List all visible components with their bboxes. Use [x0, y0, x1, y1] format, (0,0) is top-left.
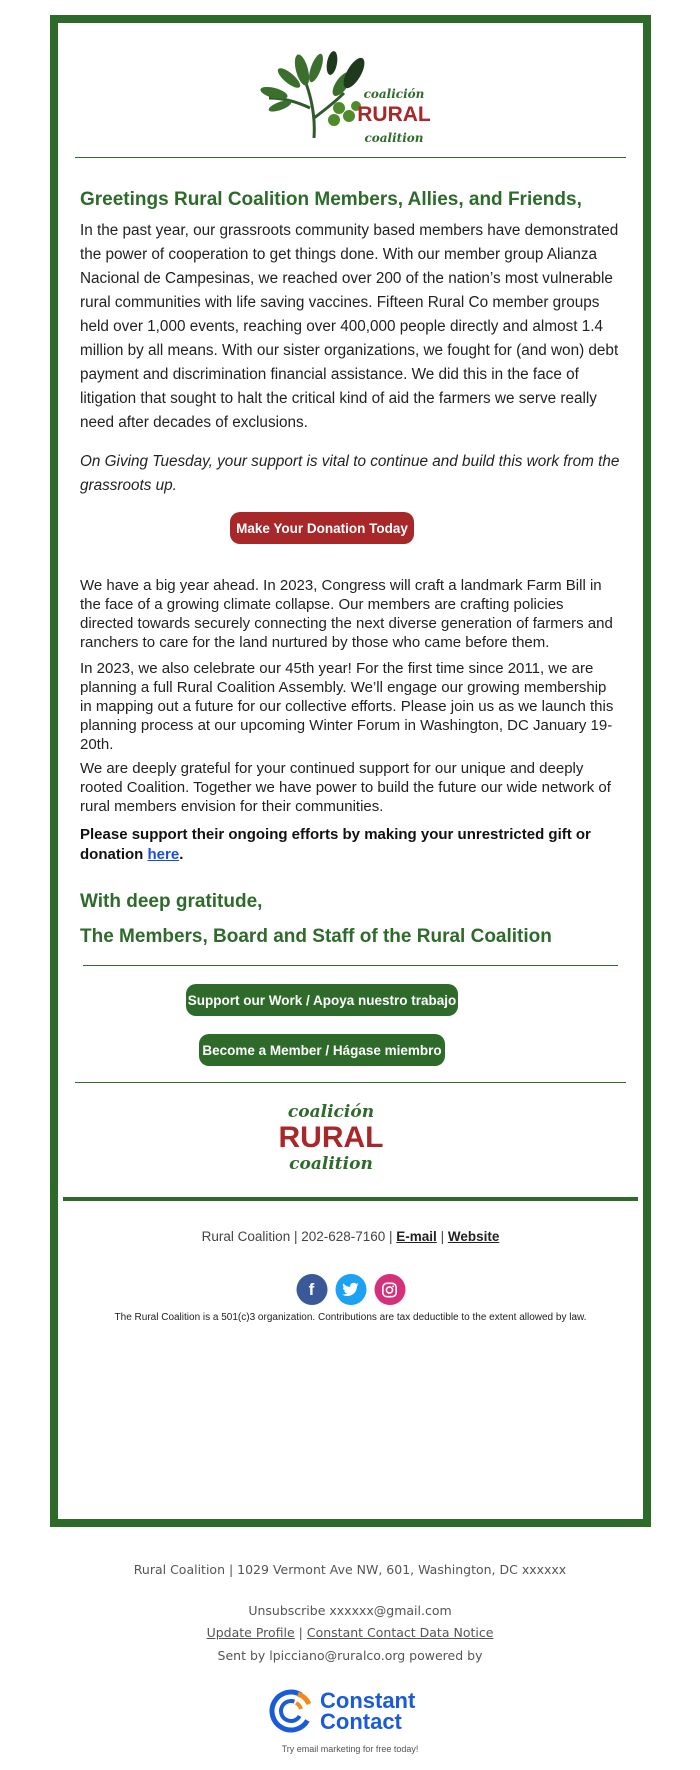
- anniversary-paragraph: In 2023, we also celebrate our 45th year! For the first time since 2011, we are planning a full Rural Coalition Assembly. We’ll engage our growing membership in mapping out a future for our collective efforts. Please join us as we launch this planning process at our upcoming Winter Forum in Washington, DC January 19-20th.: [80, 660, 614, 753]
- farm-bill-paragraph: We have a big year ahead. In 2023, Congress will craft a landmark Farm Bill in the face of a growing climate collapse. Our members are crafting policies directed towards securely connecting the next diverse generation of farmers and ranchers to care for the land nurtured by those who came before them.: [80, 577, 613, 651]
- contact-line: [58, 1229, 643, 1244]
- contact-text: Rural Coalition | 202-628-7160 |: [201, 1229, 397, 1244]
- tax-disclaimer: The Rural Coalition is a 501(c)3 organization. Contributions are tax deductible to the extent allowed by law.: [114, 1312, 587, 1323]
- cc-word-1: Constant: [320, 1688, 416, 1713]
- divider: [75, 157, 626, 158]
- support-work-button[interactable]: Support our Work / Apoya nuestro trabajo: [186, 984, 458, 1016]
- logo-text-coalition: coalition: [289, 1154, 373, 1174]
- logo-text-coalicion: coalición: [287, 1102, 375, 1122]
- divider: [83, 965, 618, 966]
- become-member-button[interactable]: Become a Member / Hágase miembro: [199, 1034, 445, 1066]
- logo-text-coalicion: coalición: [363, 87, 425, 101]
- separator: |: [294, 1625, 307, 1640]
- social-links: [296, 1274, 405, 1305]
- signoff-line-2: The Members, Board and Staff of the Rural Coalition: [80, 926, 552, 947]
- logo-text-rural: RURAL: [357, 103, 431, 126]
- intro-paragraph: In the past year, our grassroots community based members have demonstrated the power of cooperation to get things done. With our member group Alianza Nacional de Campesinas, we reached over 200 of the nation’s most vulnerable rural communities with life saving vaccines. Fifteen Rural Co member groups held over 1,000 events, reaching over 400,000 people directly and almost 1.4 million by all means. With our sister organizations, we fought for (and won) debt payment and discrimination financial assistance. We did this in the face of litigation that sought to halt the critical kind of aid the farmers we serve really need after decades of exclusions.: [80, 222, 619, 431]
- tree-icon: [244, 48, 444, 148]
- rural-coalition-logo-small: [271, 1095, 391, 1175]
- website-link[interactable]: Website: [447, 1229, 500, 1244]
- gratitude-paragraph: We are deeply grateful for your continued support for our unique and deeply rooted Coalition. Together we have power to build the future our wide network of rural members envision for their communities.: [80, 760, 611, 815]
- profile-links: [0, 1625, 700, 1640]
- support-text-end: .: [179, 845, 184, 863]
- facebook-icon[interactable]: f: [296, 1274, 327, 1305]
- constant-contact-icon: [268, 1688, 314, 1734]
- greeting-heading: Greetings Rural Coalition Members, Allies, and Friends,: [80, 189, 582, 210]
- signoff-line-1: With deep gratitude,: [80, 891, 263, 912]
- divider: [75, 1082, 626, 1083]
- rural-coalition-logo: [244, 48, 444, 148]
- twitter-icon[interactable]: [335, 1274, 366, 1305]
- update-profile-link[interactable]: Update Profile: [206, 1625, 295, 1640]
- footer-divider: [63, 1197, 638, 1201]
- donate-here-link[interactable]: here: [147, 845, 180, 863]
- instagram-icon[interactable]: [374, 1274, 405, 1305]
- logo-text-rural: RURAL: [278, 1121, 384, 1154]
- address-line: Rural Coalition | 1029 Vermont Ave NW, 601, Washington, DC xxxxxx: [133, 1562, 567, 1577]
- data-notice-link[interactable]: Constant Contact Data Notice: [306, 1625, 494, 1640]
- unsubscribe-link[interactable]: Unsubscribe xxxxxx@gmail.com: [248, 1603, 452, 1618]
- separator: |: [436, 1229, 448, 1244]
- cc-tagline[interactable]: Try email marketing for free today!: [281, 1744, 419, 1754]
- email-link[interactable]: E-mail: [396, 1229, 437, 1244]
- email-body: [58, 23, 643, 1519]
- giving-tuesday-paragraph: On Giving Tuesday, your support is vital to continue and build this work from the grassroots up.: [80, 453, 620, 494]
- support-text: Please support their ongoing efforts by making your unrestricted gift or donation: [80, 826, 591, 863]
- donate-button[interactable]: Make Your Donation Today: [230, 512, 414, 544]
- cc-word-2: Contact: [320, 1709, 402, 1734]
- support-paragraph: [80, 825, 620, 864]
- constant-contact-logo[interactable]: [268, 1688, 415, 1734]
- sent-by-line: Sent by lpicciano@ruralco.org powered by: [217, 1648, 483, 1663]
- constant-contact-wordmark: [320, 1690, 415, 1732]
- email-frame: [50, 15, 651, 1527]
- logo-text-coalition: coalition: [364, 131, 424, 145]
